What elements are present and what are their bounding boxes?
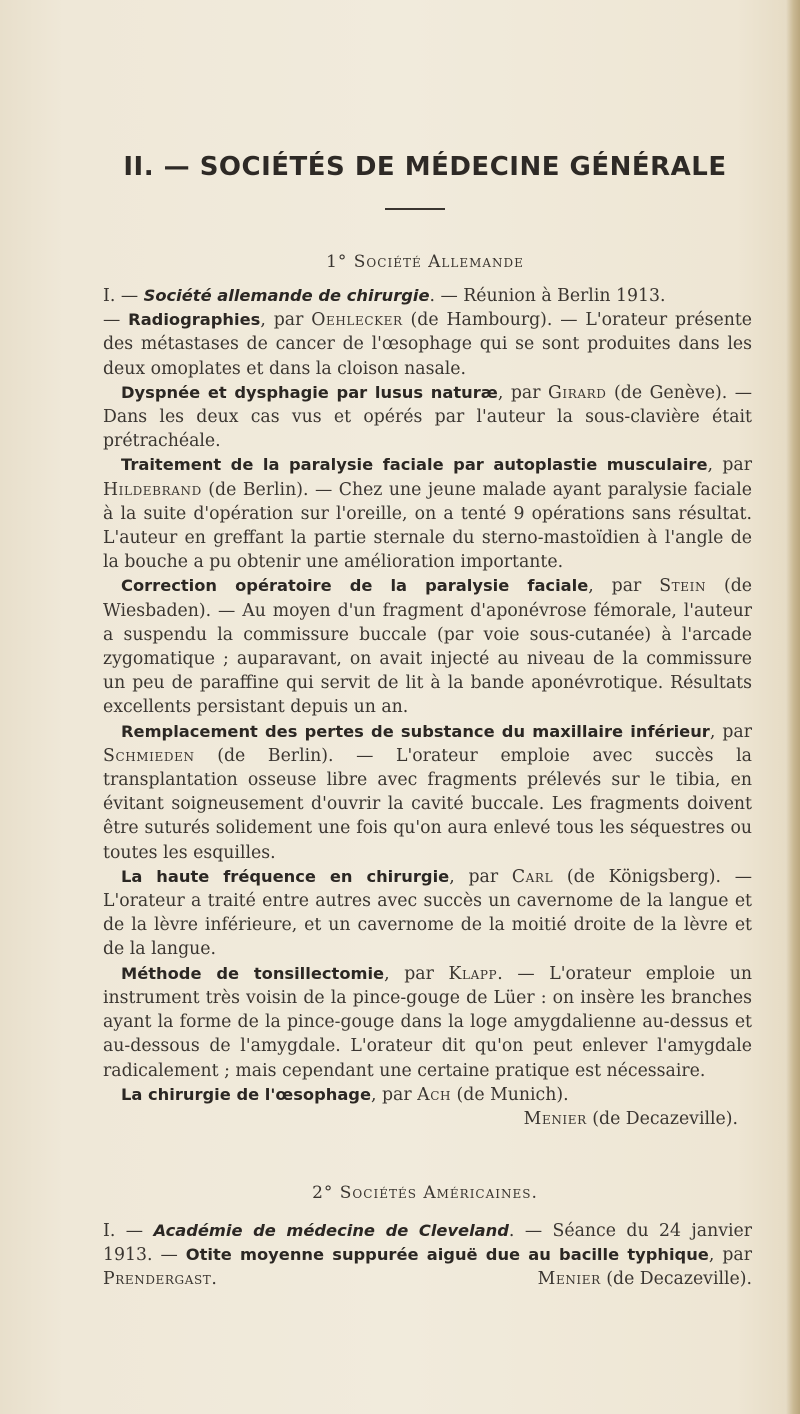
entry-paragraph xyxy=(103,1083,752,1107)
entry-by: , par xyxy=(260,310,312,331)
page-edge-shadow xyxy=(786,0,800,1414)
entry-body: (de Hambourg). — L'orateur présente des métastases de cancer de l'œsophage qui se sont produites dans les deux omoplates et dans la cloison nasale. xyxy=(103,310,752,379)
entry-paragraph xyxy=(103,962,752,1083)
entry-by: , par xyxy=(588,576,660,597)
entry-title: Traitement de la paralysie faciale par autoplastie musculaire xyxy=(121,455,708,475)
intro-number: I. — xyxy=(103,1221,154,1241)
entry-body: (de Königsberg). — L'orateur a traité entre autres avec succès un cavernome de la langue et de la lèvre inférieure, et un cavernome de la moitié droite de la lèvre et de la langue. xyxy=(103,866,753,960)
entry-author: Stein xyxy=(659,576,707,597)
entry-author: Hildebrand xyxy=(103,479,202,500)
entry-author: Oehlecker xyxy=(311,310,403,331)
signature xyxy=(538,1267,752,1291)
signature-place: (de Decazeville). xyxy=(600,1269,752,1290)
entry-title: Méthode de tonsillectomie xyxy=(121,963,385,983)
entry-paragraph xyxy=(103,865,752,962)
entry-body: (de Berlin). — Chez une jeune malade ayant paralysie faciale à la suite d'opération sur l'oreille, on a tenté 9 opérations sans résultat. L'auteur en greffant la partie sternale du sterno-mastoïdien à l'angle de la bouche a pu obtenir une amélioration importante. xyxy=(103,479,752,573)
society-name: Académie de médecine de Cleveland xyxy=(153,1221,509,1240)
entry-end: . xyxy=(211,1269,217,1290)
intro-number: I. — xyxy=(103,286,139,306)
heading-rule xyxy=(385,208,445,210)
entry-body: (de Wiesbaden). — Au moyen d'un fragment d'aponévrose fémorale, l'auteur a suspendu la commissure buccale (par voie sous-cutanée) à l'arcade zygomatique ; auparavant, on avait injecté au niveau de la commissure un peu de paraffine qui servit de lit à la bande aponévrotique. Résultats excellents persistant depuis un an. xyxy=(103,576,752,718)
signature-place: (de Decazeville). xyxy=(586,1108,738,1129)
signature-name: Menier xyxy=(523,1108,587,1129)
entry-paragraph xyxy=(103,574,752,719)
article-american xyxy=(103,1219,752,1292)
entry-title: Remplacement des pertes de substance du maxillaire inférieur xyxy=(121,721,710,741)
entry-title: Dyspnée et dysphagie par lusus naturæ xyxy=(121,382,498,402)
entry-title: Otite moyenne suppurée aiguë due au bacille typhique xyxy=(185,1245,709,1265)
entry-paragraph xyxy=(103,381,752,454)
entry-title: La chirurgie de l'œsophage xyxy=(121,1084,371,1104)
entry-author: Schmieden xyxy=(103,745,195,766)
meeting-info: . — Réunion à Berlin 1913. xyxy=(429,286,666,306)
entry-by: , par xyxy=(371,1084,418,1105)
entry-by: , par xyxy=(449,866,512,887)
entry-author: Girard xyxy=(547,382,607,403)
american-entry xyxy=(103,1219,752,1292)
subsection-heading-american: 2° Sociétés Américaines. xyxy=(312,1183,538,1203)
entry-by: , par xyxy=(707,455,752,476)
entry-by: , par xyxy=(708,1245,752,1266)
entry-author: Ach xyxy=(417,1084,452,1105)
meeting-info: . — Séance du 24 janvier 1913. — xyxy=(103,1221,752,1266)
entry-body: (de Genève). — Dans les deux cas vus et opérés par l'auteur la sous-clavière était prétrachéale. xyxy=(103,382,753,452)
entry-paragraph xyxy=(103,720,752,865)
subsection-heading-german: 1° Société Allemande xyxy=(326,252,524,272)
society-intro xyxy=(103,284,752,308)
signature-name: Menier xyxy=(537,1269,601,1290)
entry-lead: — xyxy=(103,310,129,331)
entry-body: (de Berlin). — L'orateur emploie avec succès la transplantation osseuse libre avec fragments prélevés sur le tibia, en évitant soigneusement d'ouvrir la cavité buccale. Les fragments doivent être suturés solidement une fois qu'on aura enlevé tous les séquestres ou toutes les esquilles. xyxy=(103,745,752,863)
entry-title: Radiographies xyxy=(128,310,261,330)
society-name: Société allemande de chirurgie xyxy=(143,286,430,305)
entry-title: Correction opératoire de la paralysie faciale xyxy=(121,576,589,596)
entry-by: , par xyxy=(497,382,548,403)
article-german xyxy=(103,284,752,1131)
entry-body: . — L'orateur emploie un instrument très voisin de la pince-gouge de Lüer : on insère les branches ayant la forme de la pince-gouge dans la loge amygdalienne au-dessus et au-dessous de l'amygdale. L'orateur dit qu'on peut enlever l'amygdale radicalement ; mais cependant une certaine pratique est nécessaire. xyxy=(103,963,752,1081)
entry-title: La haute fréquence en chirurgie xyxy=(121,866,450,886)
entry-author: Klapp xyxy=(448,963,498,984)
signature xyxy=(103,1107,752,1131)
entry-body: (de Munich). xyxy=(451,1084,569,1105)
entry-author: Carl xyxy=(511,866,554,887)
entry-by: , par xyxy=(709,721,752,742)
entry-paragraph xyxy=(103,308,752,381)
entry-author: Prendergast xyxy=(103,1269,212,1290)
entry-paragraph xyxy=(103,453,752,574)
section-heading: II. — SOCIÉTÉS DE MÉDECINE GÉNÉRALE xyxy=(123,152,727,182)
entry-by: , par xyxy=(384,963,449,984)
